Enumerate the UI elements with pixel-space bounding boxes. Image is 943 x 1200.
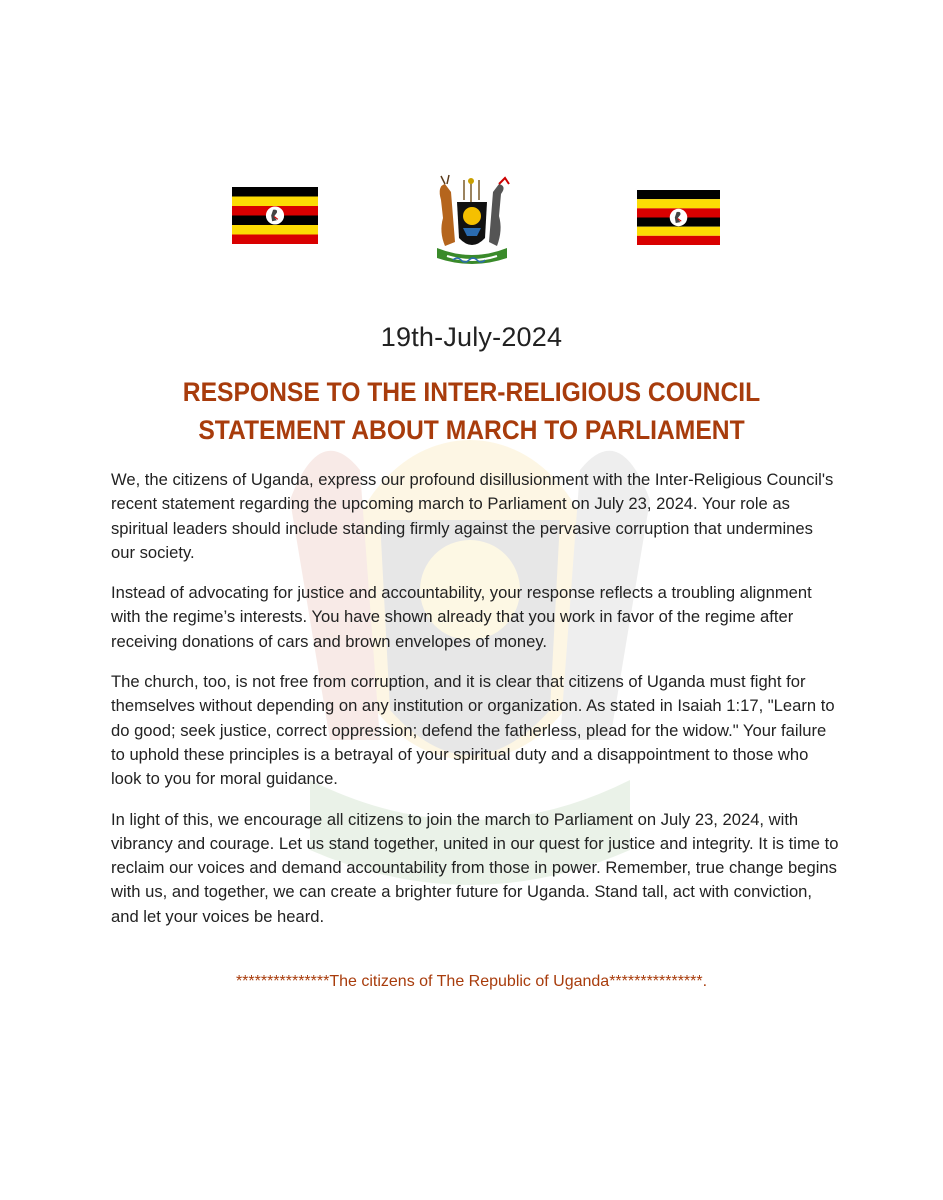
body-paragraph: In light of this, we encourage all citizens to join the march to Parliament on July 23, 2024, with vibrancy and courage. Let us stand together, united in our quest for justice and integrity. It is time to reclaim our voices and demand accountability from those in power. Remember, true change begins with us, and together, we can create a brighter future for Uganda. Stand tall, act with conviction, and let your voices be heard. bbox=[111, 809, 839, 926]
body-paragraph: The church, too, is not free from corruption, and it is clear that citizens of Uganda must fight for themselves without depending on any institution or organization. As stated in Isaiah 1:17, "Learn to do good; seek justice, correct oppression; defend the fatherless, plead for the widow." Your failure to uphold these principles is a betrayal of your spiritual duty and a disappointment to those who look to you for moral guidance. bbox=[111, 672, 835, 789]
document-body bbox=[111, 468, 841, 945]
signature-line: ***************The citizens of The Republic of Uganda***************. bbox=[235, 973, 708, 990]
document-date: 19th-July-2024 bbox=[380, 322, 563, 352]
body-paragraph: Instead of advocating for justice and accountability, your response reflects a troubling alignment with the regime’s interests. You have shown already that you work in favor of the regime after receiving donations of cars and brown envelopes of money. bbox=[111, 583, 812, 651]
title-line-2: STATEMENT ABOUT MARCH TO PARLIAMENT bbox=[198, 415, 745, 445]
uganda-flag-icon bbox=[232, 187, 318, 244]
body-paragraph: We, the citizens of Uganda, express our profound disillusionment with the Inter-Religious Council's recent statement regarding the upcoming march to Parliament on July 23, 2024. Your role as spiritual leaders should include standing firmly against the pervasive corruption that undermines our society. bbox=[111, 470, 834, 562]
uganda-coat-of-arms-icon bbox=[427, 172, 517, 270]
document-title bbox=[117, 373, 827, 449]
uganda-flag-icon bbox=[637, 190, 720, 245]
title-line-1: RESPONSE TO THE INTER-RELIGIOUS COUNCIL bbox=[182, 377, 761, 407]
